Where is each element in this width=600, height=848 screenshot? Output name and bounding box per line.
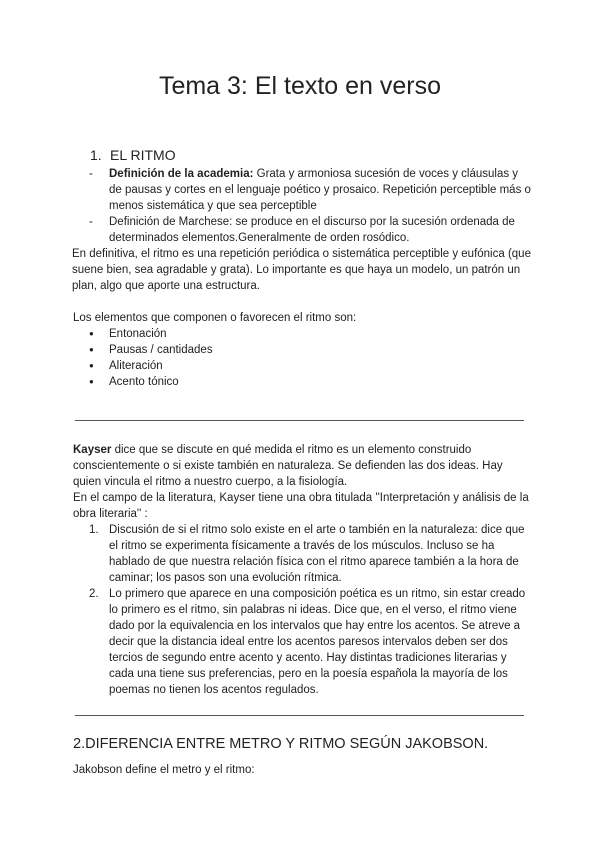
kayser-intro-text: dice que se discute en qué medida el ritmo es un elemento construido conscientemente o si existe también en naturaleza. Se defienden las dos ideas. Hay quien vincula el ritmo a nuestro cuerpo, a la fisiología. [73,444,503,488]
page-title: Tema 3: El texto en verso [158,72,442,100]
horizontal-divider [75,420,524,421]
section-number: 1. [90,147,102,163]
list-item: ● Entonación [73,326,533,342]
list-item [73,586,533,698]
definition-text: Definición de Marchese: se produce en el discurso por la sucesión ordenada de determinados elementos.Generalmente de orden rosódico. [109,216,515,244]
list-number: 1. [89,524,99,536]
list-item: ● Acento tónico [73,374,533,390]
list-item: ● Aliteración [73,358,533,374]
horizontal-divider [75,715,524,716]
kayser-work-paragraph: En el campo de la literatura, Kayser tiene una obra titulada ''Interpretación y análisis de la obra literaria'' : [73,492,529,520]
definitions-list [73,166,533,246]
elements-intro: Los elementos que componen o favorecen el ritmo son: [73,312,357,324]
list-number: 2. [89,588,99,600]
kayser-intro-paragraph [73,442,533,490]
section-heading-ritmo [73,146,533,164]
definition-item-academia [73,166,533,214]
spacer [73,294,533,310]
list-item-text: Discusión de si el ritmo solo existe en el arte o también en la naturaleza: dice que el ritmo se experimenta físicamente a través de los músculos. Incluso se ha hablado de que nuestra relación física con el ritmo aparece también a la hora de caminar; los pasos son una evolución rítmica. [109,524,525,584]
definition-text: Grata y armoniosa sucesión de voces y cláusulas y de pausas y cortes en el lenguaje poético y prosaico. Repetición perceptible más o menos sistemática y que sea perceptible [109,168,531,212]
kayser-points-list [73,522,533,698]
elements-list [73,326,533,390]
list-item-text: Lo primero que aparece en una composición poética es un ritmo, sin estar creado lo primero es el ritmo, sin palabras ni ideas. Dice que, en el verso, el ritmo viene dado por la equivalencia en los intervalos que hay entre los acentos. Se atreve a decir que la distancia ideal entre los acentos paresos intervalos deben ser dos tercios de segundo entre acento y acento. Hay distintas tradiciones literarias y cada una tiene sus preferencias, pero en la poesía española la mayoría de los poemas no tienen los acentos regulados. [109,588,526,696]
section-ritmo [73,146,533,390]
definition-label: Definición de la academia: [109,168,254,180]
definition-item-marchese [73,214,533,246]
list-item: ● Pausas / cantidades [73,342,533,358]
section-heading-jakobson: 2.DIFERENCIA ENTRE METRO Y RITMO SEGÚN JAKOBSON. [73,736,489,752]
section-kayser [73,442,533,698]
ritmo-summary-paragraph: En definitiva, el ritmo es una repetición periódica o sistemática perceptible y eufónica (que suene bien, sea agradable y grata). Lo importante es que haya un modelo, un patrón un plan, algo que aporte una estructura. [72,248,531,292]
section-title: EL RITMO [110,147,176,163]
jakobson-intro: Jakobson define el metro y el ritmo: [73,764,255,776]
author-name: Kayser [73,444,112,456]
list-item [73,522,533,586]
